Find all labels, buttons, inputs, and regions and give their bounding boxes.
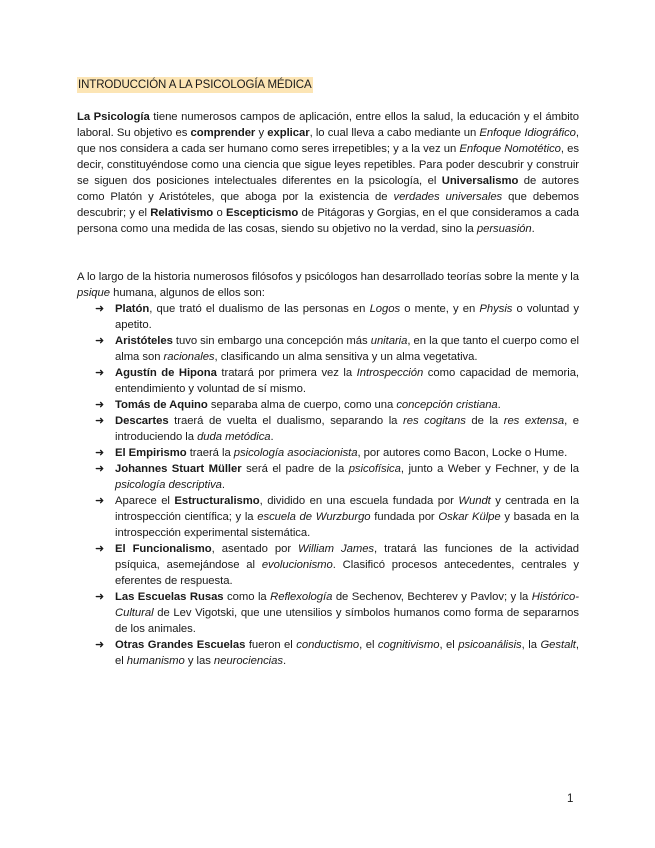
arrow-bullet-icon: ➜ xyxy=(95,399,105,411)
italic-term: Introspección xyxy=(356,367,424,379)
italic-term: res cogitans xyxy=(403,415,466,427)
italic-term: Histórico-Cultural xyxy=(115,591,579,619)
text-run: Aparece el xyxy=(115,495,175,507)
list-item xyxy=(95,445,579,461)
page-number: 1 xyxy=(567,793,574,805)
list-item xyxy=(95,637,579,669)
text-run: o xyxy=(213,207,227,219)
text-run: fueron el xyxy=(245,639,297,651)
text-run: , junto a Weber y Fechner, y de la xyxy=(400,463,579,475)
text-run: o voluntad y apetito. xyxy=(115,303,579,331)
text-run: de Pitágoras y Gorgias, en el que consideramos a cada persona como una medida de las cosas, siendo su objetivo no la verdad, sino la xyxy=(77,207,579,235)
italic-term: conductismo xyxy=(296,639,360,651)
list-item xyxy=(95,301,579,333)
text-run: de Lev Vigotski, que une utensilios y símbolos humanos como forma de separarnos de los animales. xyxy=(115,607,579,635)
arrow-bullet-icon: ➜ xyxy=(95,415,105,427)
text-run: , e introduciendo la xyxy=(115,415,579,443)
italic-term: cognitivismo xyxy=(377,639,440,651)
bold-term: Johannes Stuart Müller xyxy=(115,463,242,475)
italic-term: humanismo xyxy=(126,655,185,667)
text-run: , clasificando un alma sensitiva y un alma vegetativa. xyxy=(214,351,478,363)
bold-term: Descartes xyxy=(115,415,169,427)
list-item xyxy=(95,493,579,541)
text-run: separaba alma de cuerpo, como una xyxy=(207,399,397,411)
italic-term: William James xyxy=(298,543,375,555)
italic-term: psicoanálisis xyxy=(458,639,522,651)
text-run: . xyxy=(221,479,225,491)
text-run: , dividido en una escuela fundada por xyxy=(259,495,459,507)
italic-term: Logos xyxy=(369,303,401,315)
text-run: que debemos descubrir; y el xyxy=(77,191,580,219)
italic-term: escuela de Wurzburgo xyxy=(257,511,371,523)
list-item xyxy=(95,397,579,413)
italic-term: unitaria xyxy=(370,335,408,347)
bold-term: Otras Grandes Escuelas xyxy=(115,639,246,651)
text-run: o mente, y en xyxy=(400,303,480,315)
italic-term: Gestalt xyxy=(540,639,576,651)
bold-term: Platón xyxy=(115,303,150,315)
text-run: y xyxy=(255,127,268,139)
text-run: de la xyxy=(465,415,504,427)
text-run: humana, algunos de ellos son: xyxy=(110,287,265,299)
text-run: , que nos considera a cada ser humano como seres irrepetibles; y a la vez un xyxy=(77,127,579,155)
text-run: . Clasificó procesos antecedentes, centrales y eferentes de respuesta. xyxy=(115,559,579,587)
arrow-bullet-icon: ➜ xyxy=(95,639,105,651)
arrow-bullet-icon: ➜ xyxy=(95,303,105,315)
bold-term: Relativismo xyxy=(150,207,214,219)
italic-term: neurociencias xyxy=(213,655,283,667)
list-item xyxy=(95,541,579,589)
bold-term: La Psicología xyxy=(77,111,150,123)
italic-term: res extensa xyxy=(503,415,565,427)
bold-term: Universalismo xyxy=(441,175,519,187)
text-run: traerá la xyxy=(186,447,234,459)
text-run: como capacidad de memoria, entendimiento y voluntad de sí mismo. xyxy=(115,367,580,395)
list-item xyxy=(95,365,579,397)
arrow-bullet-icon: ➜ xyxy=(95,367,105,379)
authors-list xyxy=(95,301,579,669)
bold-term: El Funcionalismo xyxy=(115,543,212,555)
bold-term: Escepticismo xyxy=(226,207,299,219)
text-run: , el xyxy=(115,639,579,667)
italic-term: Enfoque Idiográfico xyxy=(479,127,576,139)
italic-term: duda metódica xyxy=(197,431,271,443)
text-run: , asentado por xyxy=(211,543,299,555)
text-run: y basada en la introspección experimental sistemática. xyxy=(115,511,580,539)
bold-term: Estructuralismo xyxy=(174,495,260,507)
text-run: , el xyxy=(439,639,459,651)
text-run: , tratará las funciones de la actividad psíquica, asemejándose al xyxy=(115,543,579,571)
text-run: , en la que tanto el cuerpo como el alma son xyxy=(115,335,579,363)
list-item xyxy=(95,589,579,637)
italic-term: psicología asociacionista xyxy=(233,447,358,459)
text-run: tiene numerosos campos de aplicación, entre ellos la salud, la educación y el ámbito laboral. Su objetivo es xyxy=(77,111,579,139)
italic-term: persuasión xyxy=(476,223,532,235)
italic-term: psicofísica xyxy=(348,463,401,475)
bold-term: Aristóteles xyxy=(115,335,173,347)
text-run: y centrada en la introspección científica; y la xyxy=(115,495,579,523)
text-run: tuvo sin embargo una concepción más xyxy=(172,335,371,347)
arrow-bullet-icon: ➜ xyxy=(95,543,105,555)
text-run: A lo largo de la historia numerosos filósofos y psicólogos han desarrollado teorías sobre la mente y la xyxy=(77,271,579,283)
italic-term: evolucionismo xyxy=(261,559,333,571)
text-run: como la xyxy=(223,591,271,603)
text-run: , la xyxy=(521,639,541,651)
text-run: será el padre de la xyxy=(241,463,349,475)
text-run: , lo cual lleva a cabo mediante un xyxy=(309,127,480,139)
text-run: . xyxy=(282,655,287,667)
text-run: y las xyxy=(184,655,214,667)
bold-term: Tomás de Aquino xyxy=(115,399,208,411)
arrow-bullet-icon: ➜ xyxy=(95,591,105,603)
italic-term: verdades universales xyxy=(393,191,503,203)
list-item xyxy=(95,333,579,365)
italic-term: Oskar Külpe xyxy=(438,511,501,523)
text-run: de Sechenov, Bechterev y Pavlov; y la xyxy=(332,591,532,603)
intro-paragraph xyxy=(77,109,579,237)
text-run: . xyxy=(270,431,274,443)
list-item xyxy=(95,461,579,493)
document-title: INTRODUCCIÓN A LA PSICOLOGÍA MÉDICA xyxy=(78,79,312,91)
italic-term: Physis xyxy=(479,303,513,315)
bold-term: comprender xyxy=(190,127,256,139)
italic-term: psicología descriptiva xyxy=(115,479,222,491)
bold-term: El Empirismo xyxy=(115,447,187,459)
italic-term: Enfoque Nomotético xyxy=(459,143,561,155)
bold-term: explicar xyxy=(267,127,310,139)
italic-term: Reflexología xyxy=(270,591,333,603)
bold-term: Agustín de Hipona xyxy=(115,367,217,379)
text-run: tratará por primera vez la xyxy=(216,367,357,379)
italic-term: concepción cristiana xyxy=(396,399,498,411)
text-run: , por autores como Bacon, Locke o Hume. xyxy=(357,447,568,459)
arrow-bullet-icon: ➜ xyxy=(95,463,105,475)
text-run: de autores como Platón y Aristóteles, que aboga por la existencia de xyxy=(77,175,579,203)
italic-term: racionales xyxy=(163,351,215,363)
text-run: , el xyxy=(359,639,378,651)
text-run: , es decir, constituyéndose como una ciencia que sigue leyes repetibles. Para poder descubrir y construir se siguen dos posiciones intelectuales diferentes en la psicología, el xyxy=(77,143,579,187)
history-paragraph xyxy=(77,269,579,301)
arrow-bullet-icon: ➜ xyxy=(95,495,105,507)
italic-term: psique xyxy=(77,287,110,299)
italic-term: Wundt xyxy=(458,495,491,507)
text-run: . xyxy=(497,399,501,411)
text-run: . xyxy=(531,223,535,235)
list-item xyxy=(95,413,579,445)
arrow-bullet-icon: ➜ xyxy=(95,335,105,347)
arrow-bullet-icon: ➜ xyxy=(95,447,105,459)
text-run: fundada por xyxy=(370,511,439,523)
text-run: traerá de vuelta el dualismo, separando la xyxy=(168,415,403,427)
bold-term: Las Escuelas Rusas xyxy=(115,591,224,603)
text-run: , que trató el dualismo de las personas en xyxy=(149,303,370,315)
